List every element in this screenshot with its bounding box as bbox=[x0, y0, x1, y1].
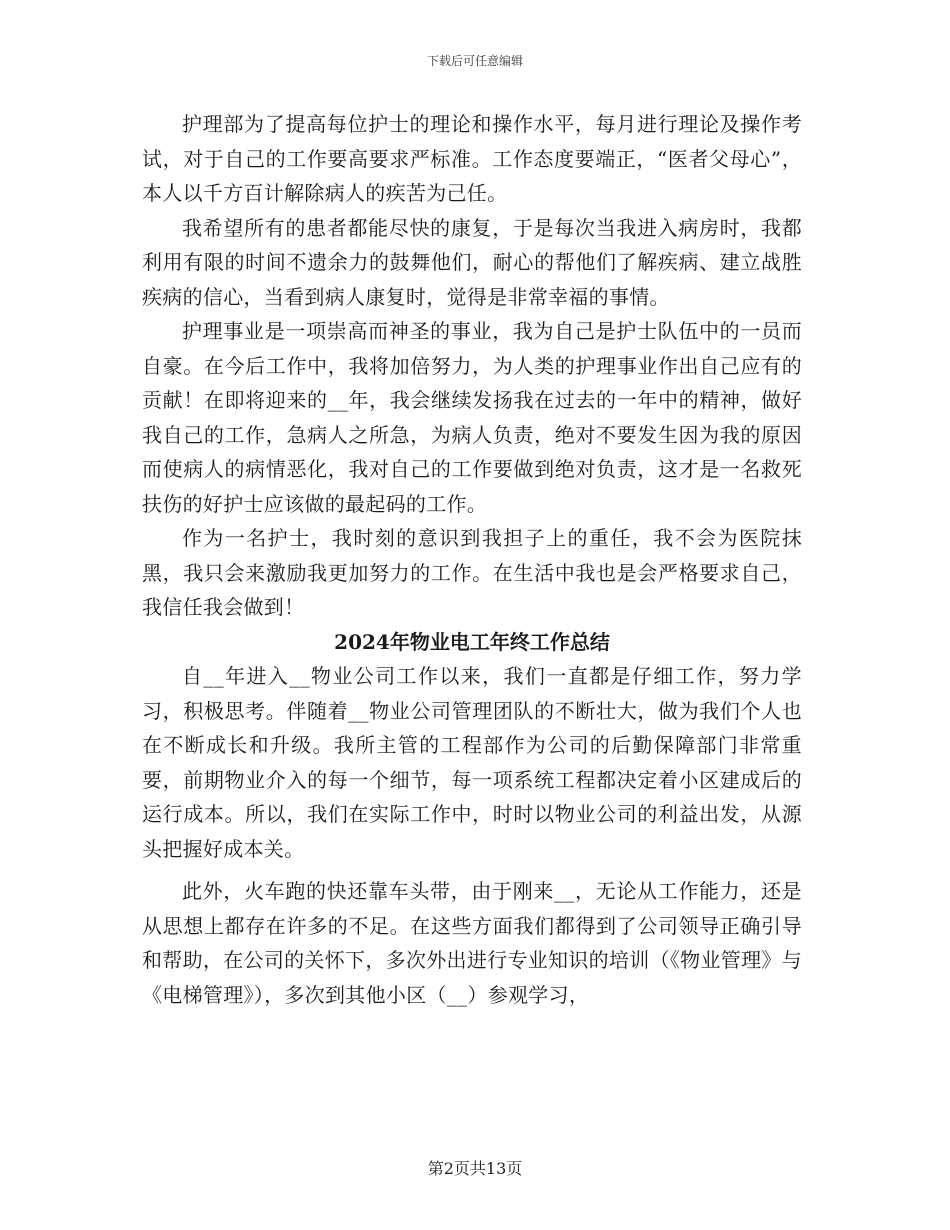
page-footer: 第2页共13页 bbox=[427, 1159, 523, 1178]
paragraph-property-work: 自__年进入__物业公司工作以来，我们一直都是仔细工作，努力学习，积极思考。伴随着__物业公司管理团队的不断壮大，做为我们个人也在不断成长和升级。我所主管的工程部作为公司的后勤保障部门非常重要，前期物业介入的每一个细节，每一项系统工程都决定着小区建成后的运行成本。所以，我们在实际工作中，时时以物业公司的利益出发，从源头把握好成本关。 bbox=[142, 664, 802, 861]
document-body bbox=[142, 107, 802, 1012]
paragraph-training-learning: 此外，火车跑的快还靠车头带，由于刚来__，无论从工作能力，还是从思想上都存在许多的不足。在这些方面我们都得到了公司领导正确引导和帮助，在公司的关怀下，多次外出进行专业知识的培训（《物业管理》与《电梯管理》），多次到其他小区（__）参观学习， bbox=[142, 879, 802, 1007]
paragraph-patient-recovery: 我希望所有的患者都能尽快的康复，于是每次当我进入病房时，我都利用有限的时间不遗余力的鼓舞他们，耐心的帮他们了解疾病、建立战胜疾病的信心，当看到病人康复时，觉得是非常幸福的事情。 bbox=[142, 215, 802, 309]
section-title: 2024年物业电工年终工作总结 bbox=[334, 629, 610, 654]
paragraph-nurse-responsibility: 作为一名护士，我时刻的意识到我担子上的重任，我不会为医院抹黑，我只会来激励我更加努力的工作。在生活中我也是会严格要求自己，我信任我会做到！ bbox=[142, 526, 802, 619]
paragraph-nursing-training: 护理部为了提高每位护士的理论和操作水平，每月进行理论及操作考试，对于自己的工作要高要求严标准。工作态度要端正，“医者父母心”，本人以千方百计解除病人的疾苦为己任。 bbox=[142, 112, 802, 205]
paragraph-nursing-career: 护理事业是一项崇高而神圣的事业，我为自己是护士队伍中的一员而自豪。在今后工作中，我将加倍努力，为人类的护理事业作出自己应有的贡献！在即将迎来的__年，我会继续发扬我在过去的一年中的精神，做好我自己的工作，急病人之所急，为病人负责，绝对不要发生因为我的原因而使病人的病情恶化，我对自己的工作要做到绝对负责，这才是一名救死扶伤的好护士应该做的最起码的工作。 bbox=[142, 319, 802, 516]
header-note: 下载后可任意编辑 bbox=[426, 54, 523, 68]
